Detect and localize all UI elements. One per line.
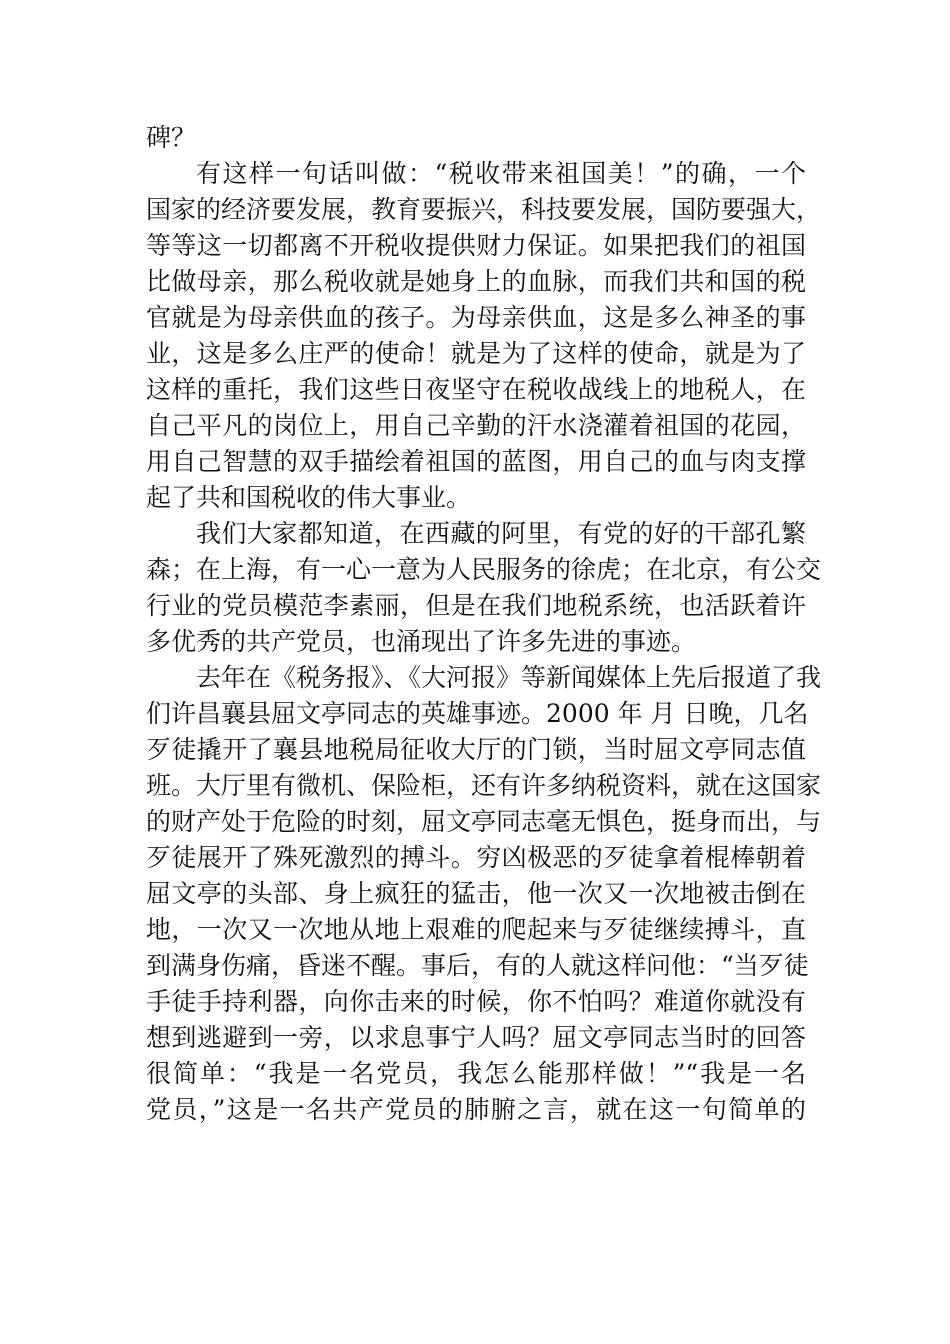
text-line: 等等这一切都离不开税收提供财力保证。如果把我们的祖国 bbox=[146, 231, 806, 260]
text-line: 业，这是多么庄严的使命！就是为了这样的使命，就是为了 bbox=[146, 339, 806, 368]
text-line: 自己平凡的岗位上，用自己辛勤的汗水浇灌着祖国的花园， bbox=[146, 411, 806, 440]
text-line: 官就是为母亲供血的孩子。为母亲供血，这是多么神圣的事 bbox=[146, 303, 806, 332]
text-line: 歹徒展开了殊死激烈的搏斗。穷凶极恶的歹徒拿着棍棒朝着 bbox=[146, 843, 806, 872]
text-line: 森；在上海，有一心一意为人民服务的徐虎；在北京，有公交 bbox=[146, 555, 822, 584]
text-line: 有这样一句话叫做：“税收带来祖国美！”的确，一个 bbox=[196, 159, 806, 188]
text-line: 国家的经济要发展，教育要振兴，科技要发展，国防要强大， bbox=[146, 195, 822, 224]
text-line: 班。大厅里有微机、保险柜，还有许多纳税资料，就在这国家 bbox=[146, 771, 822, 800]
text-line: 比做母亲，那么税收就是她身上的血脉，而我们共和国的税 bbox=[146, 267, 806, 296]
text-line: 手徒手持利器，向你击来的时候，你不怕吗？难道你就没有 bbox=[146, 987, 806, 1016]
text-line: 碑？ bbox=[146, 123, 197, 152]
text-line: 去年在《税务报》、《大河报》等新闻媒体上先后报道了我 bbox=[196, 663, 822, 692]
text-line: 这样的重托，我们这些日夜坚守在税收战线上的地税人，在 bbox=[146, 375, 806, 404]
text-line: 行业的党员模范李素丽，但是在我们地税系统，也活跃着许 bbox=[146, 591, 806, 620]
text-line: 到满身伤痛，昏迷不醒。事后，有的人就这样问他：“当歹徒 bbox=[146, 951, 809, 980]
document-body bbox=[146, 120, 822, 1128]
text-line: 党员，”这是一名共产党员的肺腑之言，就在这一句简单的 bbox=[146, 1095, 806, 1124]
text-line: 屈文亭的头部、身上疯狂的猛击，他一次又一次地被击倒在 bbox=[146, 879, 806, 908]
text-line: 用自己智慧的双手描绘着祖国的蓝图，用自己的血与肉支撑 bbox=[146, 447, 806, 476]
text-line: 们许昌襄县屈文亭同志的英雄事迹。2000 年 月 日晚，几名 bbox=[146, 699, 809, 728]
text-line: 很简单：“我是一名党员，我怎么能那样做！”“我是一名 bbox=[146, 1059, 806, 1088]
text-line: 我们大家都知道，在西藏的阿里，有党的好的干部孔繁 bbox=[196, 519, 806, 548]
text-line: 多优秀的共产党员，也涌现出了许多先进的事迹。 bbox=[146, 627, 697, 656]
text-line: 歹徒撬开了襄县地税局征收大厅的门锁，当时屈文亭同志值 bbox=[146, 735, 806, 764]
text-line: 地，一次又一次地从地上艰难的爬起来与歹徒继续搏斗，直 bbox=[146, 915, 806, 944]
text-line: 想到逃避到一旁，以求息事宁人吗？屈文亭同志当时的回答 bbox=[146, 1023, 806, 1052]
text-line: 的财产处于危险的时刻，屈文亭同志毫无惧色，挺身而出，与 bbox=[146, 807, 822, 836]
text-line: 起了共和国税收的伟大事业。 bbox=[146, 483, 472, 512]
